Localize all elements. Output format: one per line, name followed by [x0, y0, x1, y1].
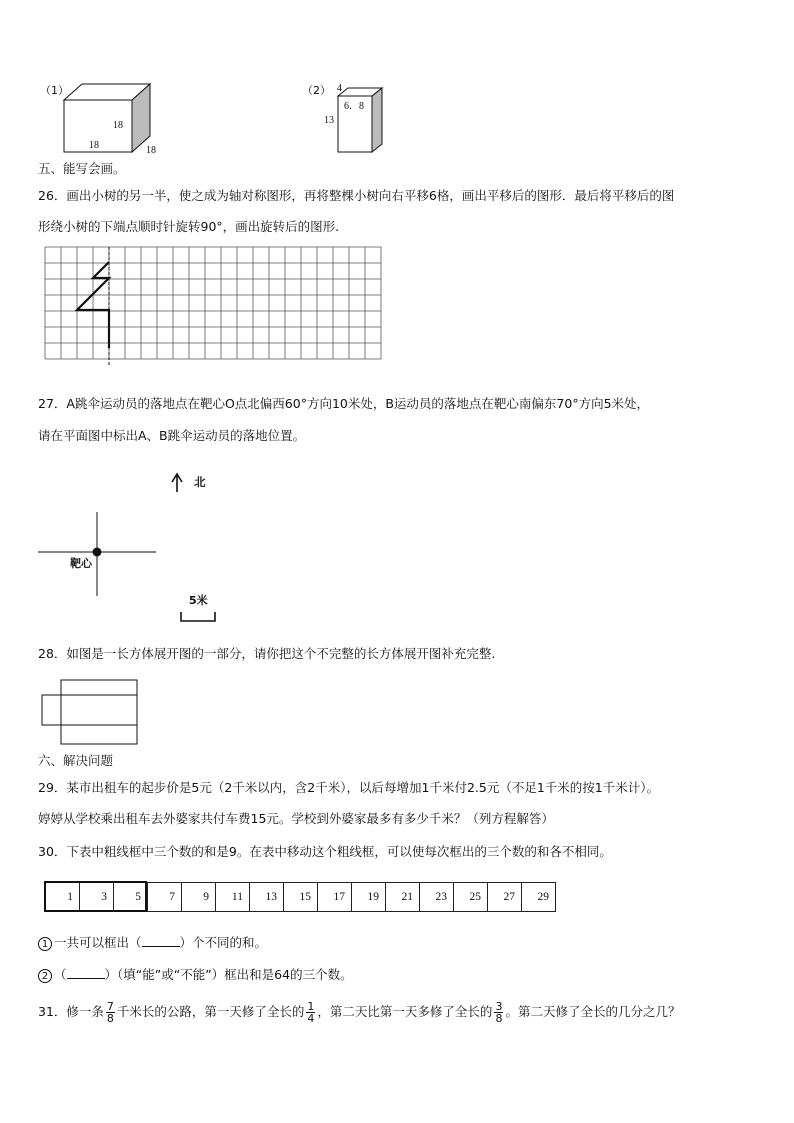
cube-dim-height: 18 [113, 120, 123, 131]
cuboid-dim-height: 13 [324, 115, 334, 126]
section5-title: 五、能写会画。 [38, 161, 126, 176]
number-cell: 21 [386, 883, 420, 912]
number-cell: 9 [182, 883, 216, 912]
answer-blank-2[interactable] [67, 978, 105, 979]
section6-title: 六、解决问题 [38, 753, 114, 768]
circle-number-2: 2 [38, 969, 52, 983]
number-cell: 13 [250, 883, 284, 912]
cuboid-dim-length: 6．8 [344, 101, 364, 112]
q30-sub1: 1 一共可以框出（ ）个不同的和。 [38, 935, 267, 951]
number-cell: 7 [148, 883, 182, 912]
number-cell: 15 [284, 883, 318, 912]
q31-line: 31．修一条 $\frac{7}{8}$ 千米长的公路，第一天修了全长的 $\frac{1}{4}$ ，第二天比第一天多修了全长的 $\frac{3}{8}$ 。第二天修了全长的几分之几？ [38, 1000, 681, 1025]
q26-grid [45, 247, 381, 369]
number-cell: 29 [522, 883, 556, 912]
circle-number-1: 1 [38, 937, 52, 951]
figure1-label: （1） [40, 84, 69, 97]
number-cell: 3 [80, 883, 114, 912]
q26-line2: 形绕小树的下端点顺时针旋转90°，画出旋转后的图形. [38, 219, 340, 234]
target-label: 靶心 [70, 557, 92, 570]
target-point [93, 548, 102, 557]
number-cell: 5 [114, 883, 148, 912]
scale-label: 5米 [189, 594, 208, 607]
q30-text: 30．下表中粗线框中三个数的和是9。在表中移动这个粗线框，可以使每次框出的三个数的和各不相同。 [38, 844, 612, 859]
cube-figure [60, 82, 160, 154]
number-cell: 19 [352, 883, 386, 912]
q27-line2: 请在平面图中标出A、B跳伞运动员的落地位置。 [38, 428, 306, 443]
q29-line1: 29．某市出租车的起步价是5元（2千米以内，含2千米），以后每增加1千米付2.5元（不足1千米的按1千米计）。 [38, 780, 660, 795]
fraction-1-4: $\frac{1}{4}$ [307, 1000, 315, 1025]
q30-sub2: 2 （ ）（填“能”或“不能”）框出和是64的三个数。 [38, 967, 353, 983]
cube-dim-width: 18 [146, 145, 156, 156]
net-diagram [41, 678, 141, 748]
answer-blank-1[interactable] [142, 946, 180, 947]
number-cell: 1 [46, 883, 80, 912]
q27-line1: 27．A跳伞运动员的落地点在靶心O点北偏西60°方向10米处，B运动员的落地点在靶心南偏东70°方向5米处， [38, 396, 650, 411]
north-label: 北 [194, 475, 206, 489]
cube-dim-length: 18 [89, 140, 99, 151]
q26-line1: 26．画出小树的另一半，使之成为轴对称图形，再将整棵小树向右平移6格，画出平移后的图形．最后将平移后的图 [38, 188, 675, 203]
q28-text: 28．如图是一长方体展开图的一部分，请你把这个不完整的长方体展开图补充完整. [38, 646, 496, 661]
fraction-3-8: $\frac{3}{8}$ [495, 1000, 503, 1025]
bold-frame[interactable] [44, 881, 147, 912]
number-cell: 27 [488, 883, 522, 912]
number-cell: 17 [318, 883, 352, 912]
figure2-label: （2） [302, 84, 331, 97]
cuboid-dim-width: 4 [337, 83, 342, 94]
scale-bar [181, 612, 215, 621]
number-cell: 25 [454, 883, 488, 912]
fraction-7-8: $\frac{7}{8}$ [106, 1000, 114, 1025]
number-cell: 11 [216, 883, 250, 912]
q29-line2: 婷婷从学校乘出租车去外婆家共付车费15元。学校到外婆家最多有多少千米？（列方程解答） [38, 811, 554, 826]
number-cell: 23 [420, 883, 454, 912]
